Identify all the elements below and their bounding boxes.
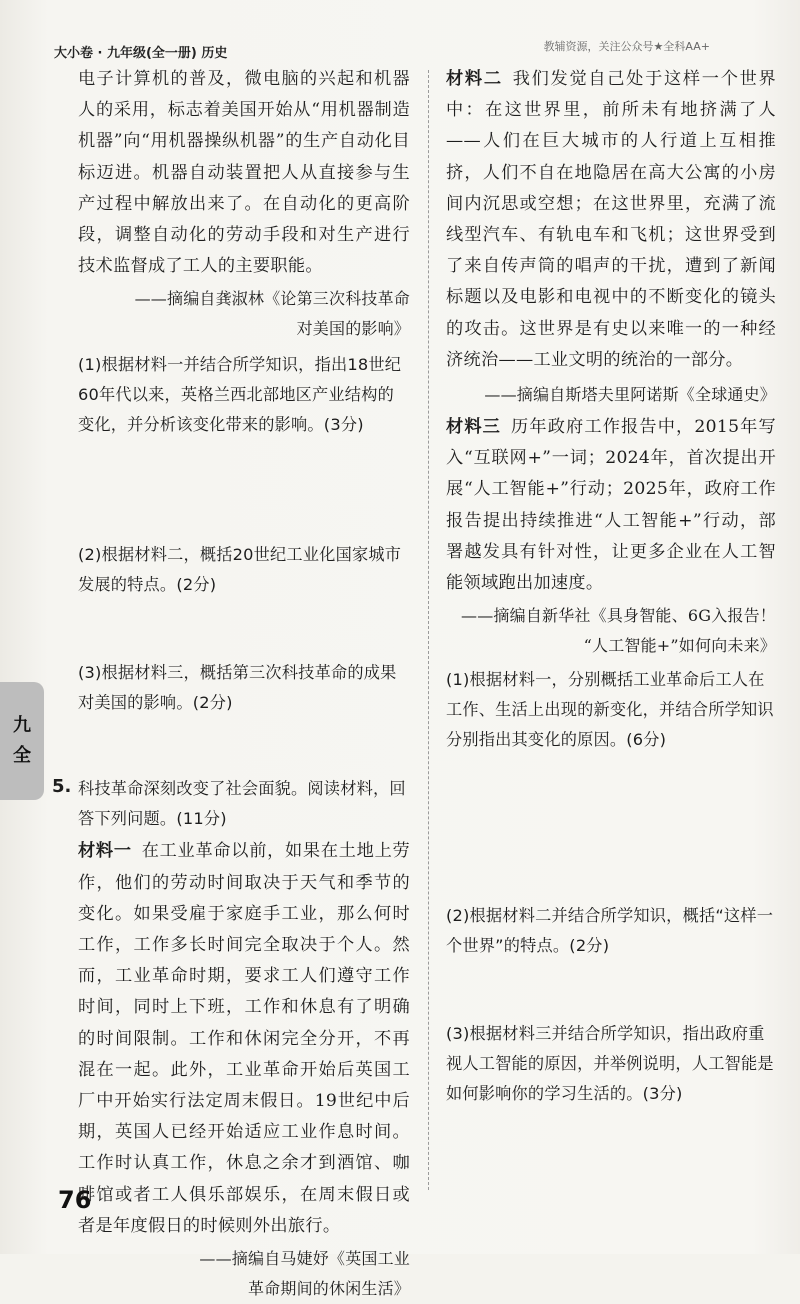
material-3-source-line2: “人工智能+”如何向未来》 bbox=[583, 636, 776, 656]
material-1-paragraph bbox=[78, 836, 410, 1242]
answer-space-4-2 bbox=[78, 600, 410, 658]
material-1-source-line1: ——摘编自马婕妤《英国工业 bbox=[199, 1249, 410, 1269]
answer-space-5-1 bbox=[446, 755, 776, 901]
question-5-intro: 科技革命深刻改变了社会面貌。阅读材料，回答下列问题。(11分) bbox=[78, 779, 406, 829]
material-3-text: 历年政府工作报告中，2015年写入“互联网+”一词；2024年，首次提出开展“人工智能+”行动；2025年，政府工作报告提出持续推进“人工智能+”行动，部署越发具有针对性，让更多企业在人工智能领域跑出加速度。 bbox=[446, 417, 776, 594]
question-5-3: (3)根据材料三并结合所学知识，指出政府重视人工智能的原因，并举例说明，人工智能是如何影响你的学习生活的。(3分) bbox=[446, 1024, 774, 1104]
material-1-text: 在工业革命以前，如果在土地上劳作，他们的劳动时间取决于天气和季节的变化。如果受雇于家庭手工业，那么何时工作，工作多长时间完全取决于个人。然而，工业革命时期，要求工人们遵守工作时间，同时上下班，工作和休息有了明确的时间限制。工作和休闲完全分开，不再混在一起。此外，工业革命开始后英国工厂中开始实行法定周末假日。19世纪中后期，英国人已经开始适应工业作息时间。工作时认真工作，休息之余才到酒馆、咖啡馆或者工人俱乐部娱乐，在周末假日或者是年度假日的时候则外出旅行。 bbox=[78, 841, 410, 1236]
grade-side-tab bbox=[0, 682, 44, 800]
page-number: 76 bbox=[58, 1186, 92, 1214]
question-4-2: (2)根据材料二，概括20世纪工业化国家城市发展的特点。(2分) bbox=[78, 545, 402, 595]
material-1-label: 材料一 bbox=[78, 841, 132, 862]
continued-source-line1: ——摘编自龚淑林《论第三次科技革命 bbox=[134, 289, 410, 309]
answer-space-4-3 bbox=[78, 718, 410, 774]
continued-source-line2: 对美国的影响》 bbox=[296, 319, 410, 339]
question-5-number: 5. bbox=[52, 776, 72, 798]
material-3-source-line1: ——摘编自新华社《具身智能、6G入报告！ bbox=[461, 606, 776, 626]
material-2-label: 材料二 bbox=[446, 69, 503, 89]
material-2-source: ——摘编自斯塔夫里阿诺斯《全球通史》 bbox=[484, 385, 776, 405]
material-2-text: 我们发觉自己处于这样一个世界中：在这世界里，前所未有地挤满了人——人们在巨大城市的人行道上互相推挤，人们不自在地隐居在高大公寓的小房间内沉思或空想；在这世界里，充满了流线型汽车、有轨电车和飞机；这世界受到了来自传声筒的唱声的干扰，遭到了新闻标题以及电影和电视中的不断变化的镜头的攻击。这世界是有史以来唯一的一种经济统治——工业文明的统治的一部分。 bbox=[446, 69, 777, 370]
question-4-3: (3)根据材料三，概括第三次科技革命的成果对美国的影响。(2分) bbox=[78, 663, 397, 713]
material-3-label: 材料三 bbox=[446, 417, 502, 438]
material-3-paragraph bbox=[446, 412, 776, 599]
side-tab-line1: 九 bbox=[13, 715, 31, 736]
answer-space-4-1 bbox=[78, 440, 410, 540]
book-title: 大小卷 · 九年级(全一册) 历史 bbox=[54, 46, 228, 61]
question-5-1: (1)根据材料一，分别概括工业革命后工人在工作、生活上出现的新变化，并结合所学知识分别指出其变化的原因。(6分) bbox=[446, 670, 774, 750]
material-2-paragraph bbox=[446, 64, 776, 376]
material-1-source-line2: 革命期间的休闲生活》 bbox=[247, 1279, 410, 1299]
continued-material-text: 电子计算机的普及，微电脑的兴起和机器人的采用，标志着美国开始从“用机器制造机器”向“用机器操纵机器”的生产自动化目标迈进。机器自动装置把人从直接参与生产过程中解放出来了。在自动化的更高阶段，调整自动化的劳动手段和对生产进行技术监督成了工人的主要职能。 bbox=[78, 69, 410, 277]
watermark: 教辅资源，关注公众号★全科AA+ bbox=[543, 40, 710, 53]
question-4-1: (1)根据材料一并结合所学知识，指出18世纪60年代以来，英格兰西北部地区产业结构的变化，并分析该变化带来的影响。(3分) bbox=[78, 355, 402, 435]
side-tab-line2: 全 bbox=[13, 745, 31, 766]
right-column bbox=[446, 64, 776, 1109]
column-divider bbox=[428, 70, 429, 1190]
question-5-2: (2)根据材料二并结合所学知识，概括“这样一个世界”的特点。(2分) bbox=[446, 906, 774, 956]
answer-space-5-2 bbox=[446, 961, 776, 1019]
question-5 bbox=[52, 774, 410, 834]
